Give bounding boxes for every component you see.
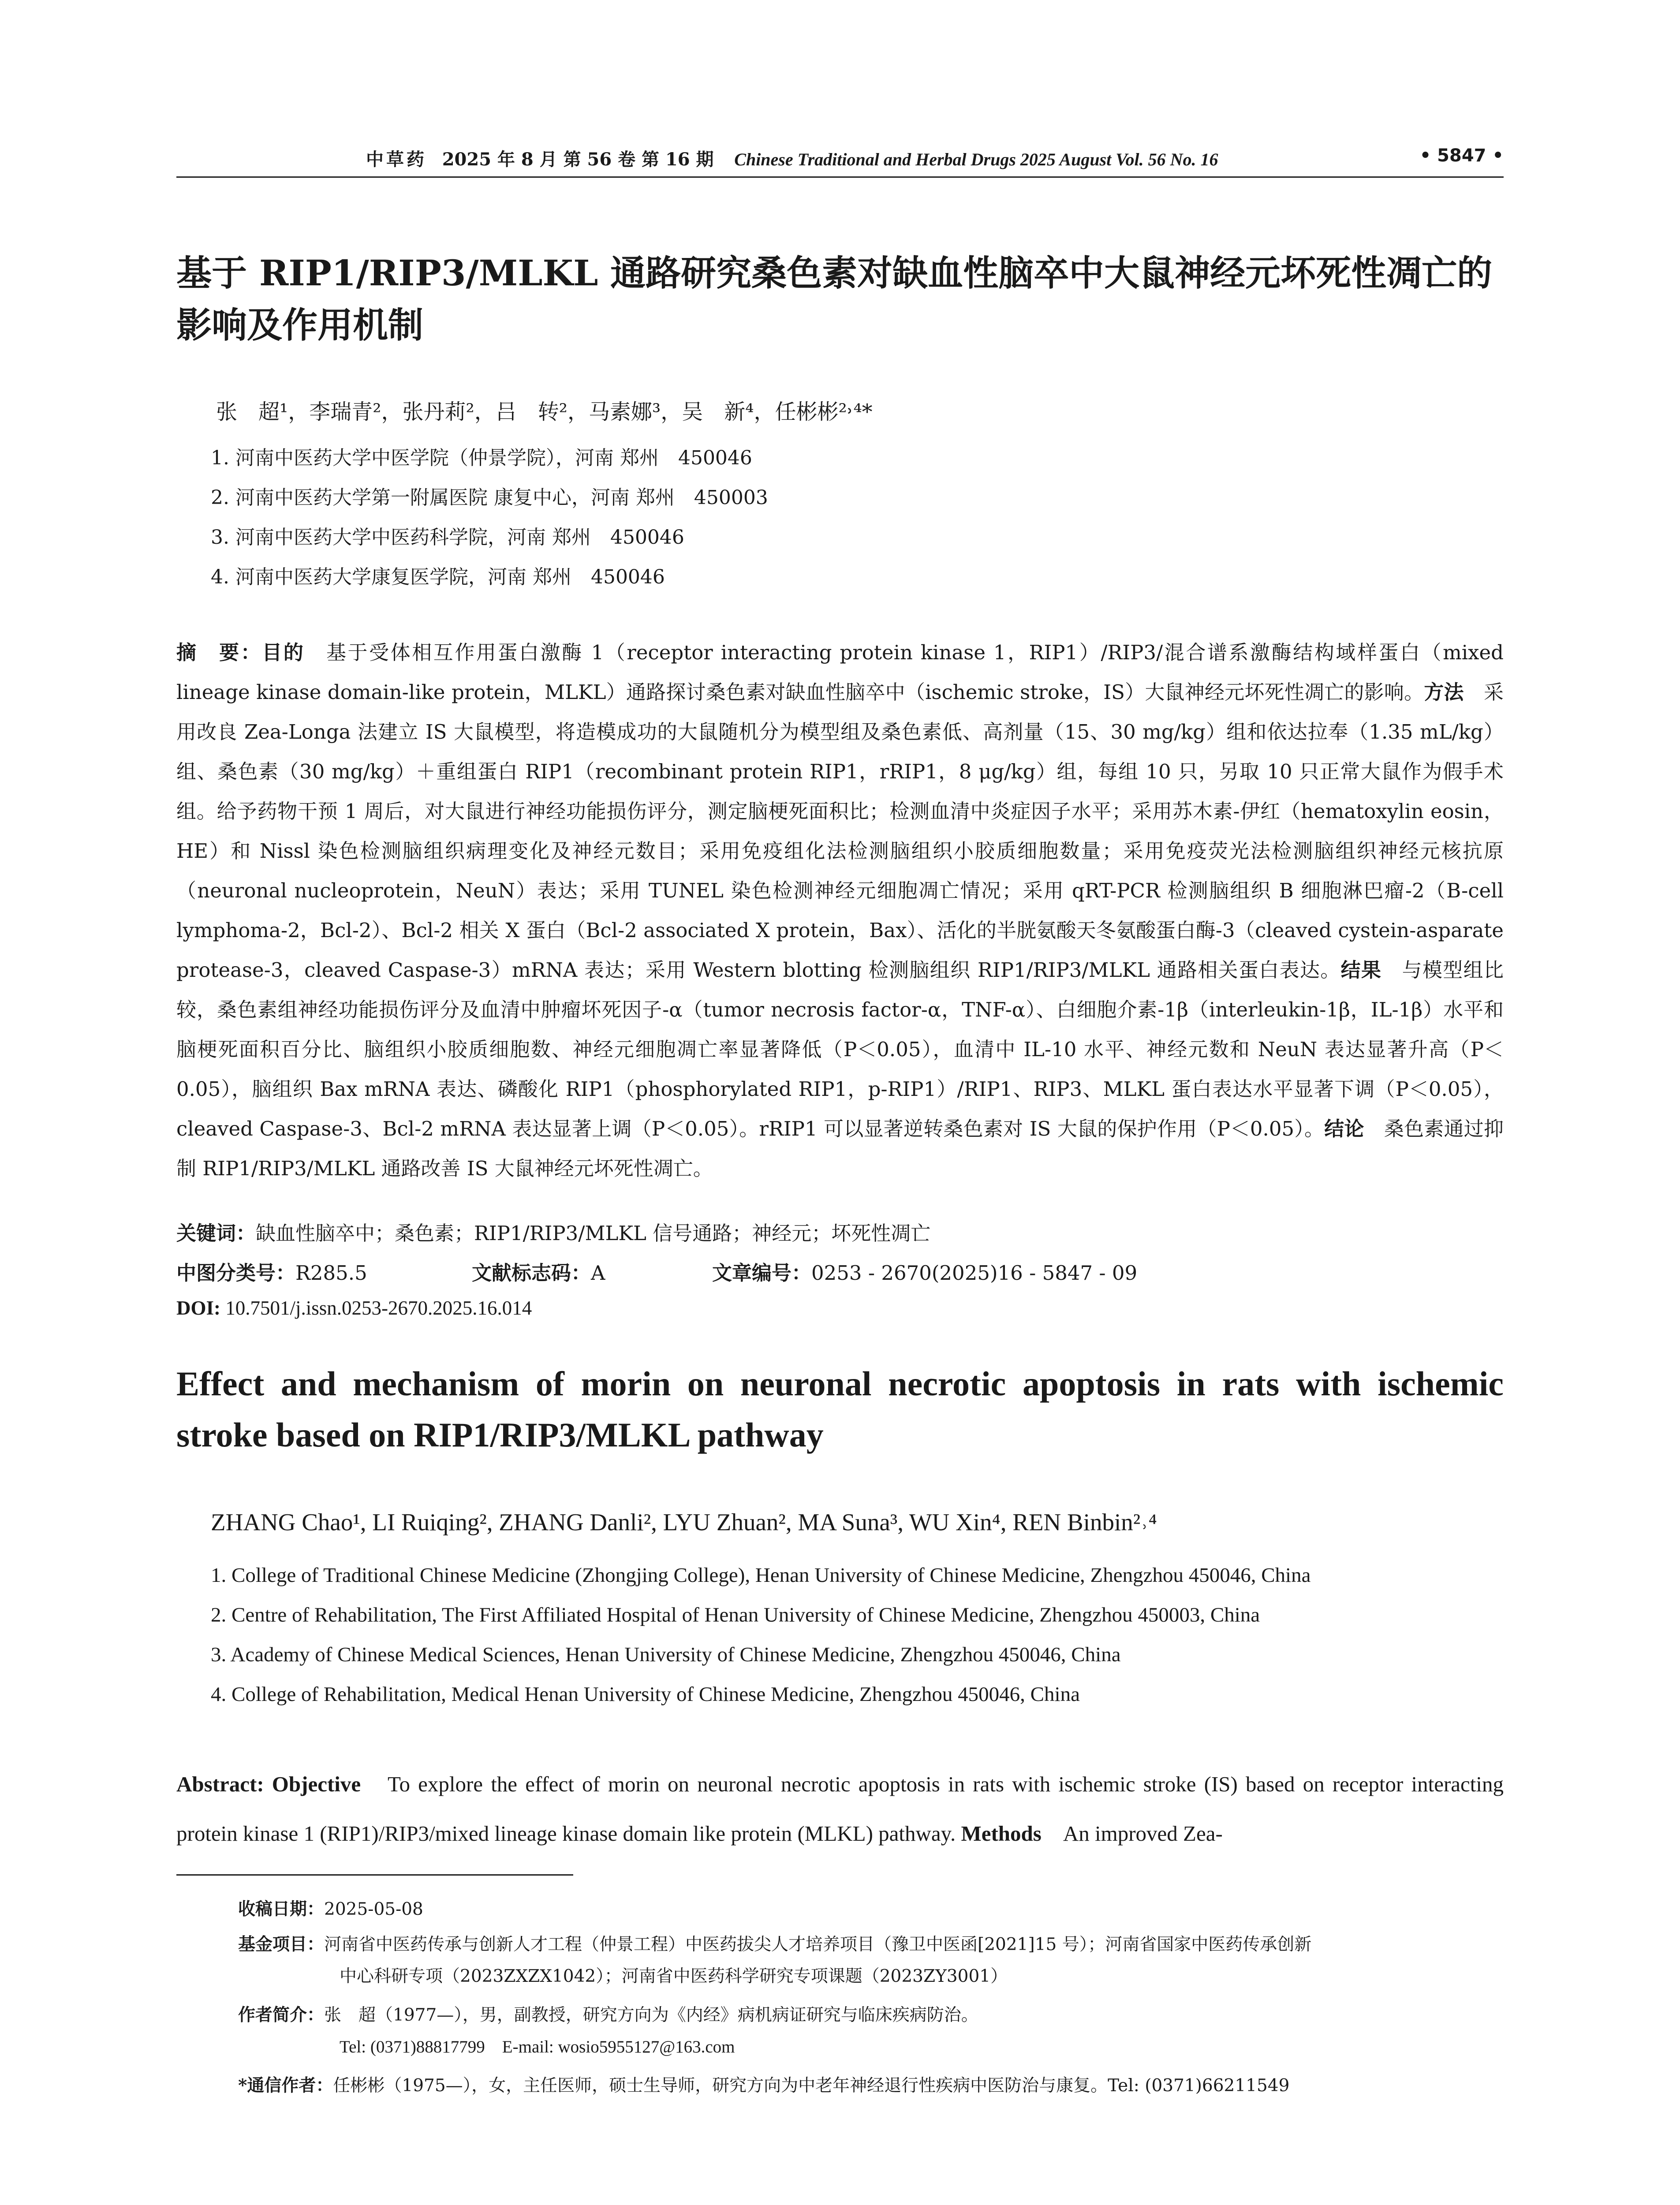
- clc-value: R285.5: [295, 1261, 367, 1285]
- fund-label: 基金项目：: [238, 1934, 325, 1955]
- methods-label: 方法: [1424, 680, 1464, 704]
- abstract-cn-head: 摘 要：: [176, 641, 262, 664]
- authors-cn: 张 超¹，李瑞青²，张丹莉²，吕 转²，马素娜³，吴 新⁴，任彬彬²˒⁴*: [216, 400, 873, 424]
- author-bio: [238, 1998, 978, 2033]
- issue-info-cn: 2025 年 8 月 第 56 卷 第 16 期: [442, 149, 714, 170]
- objective-text: 基于受体相互作用蛋白激酶 1（receptor interacting protein kinase 1，RIP1）/RIP3/混合谱系激酶结构域样蛋白（mixed lineage kinase domain-like protein，MLKL）通路探讨桑色素对缺血性脑卒中（ischemic stroke，IS）大鼠神经元坏死性凋亡的影响。: [176, 641, 1504, 704]
- affiliation-cn-4: 4. 河南中医药大学康复医学院，河南 郑州 450046: [211, 566, 665, 588]
- author-bio-text: 张 超（1977—），男，副教授，研究方向为《内经》病机病证研究与临床疾病防治。: [324, 2005, 978, 2025]
- affiliation-en-1: 1. College of Traditional Chinese Medicine (Zhongjing College), Henan University of Chinese Medicine, Zhengzhou 450046, China: [211, 1564, 1311, 1587]
- methods-text: 采用改良 Zea-Longa 法建立 IS 大鼠模型，将造模成功的大鼠随机分为模型组及桑色素低、高剂量（15、30 mg/kg）组和依达拉奉（1.35 mL/kg）组、桑色素（30 mg/kg）＋重组蛋白 RIP1（recombinant protein RIP1，rRIP1，8 μg/kg）组，每组 10 只，另取 10 只正常大鼠作为假手术组。给予药物干预 1 周后，对大鼠进行神经功能损伤评分，测定脑梗死面积比；检测血清中炎症因子水平；采用苏木素-伊红（hematoxylin eosin，HE）和 Nissl 染色检测脑组织病理变化及神经元数目；采用免疫组化法检测脑组织小胶质细胞数量；采用免疫荧光法检测脑组织神经元核抗原（neuronal nucleoprotein，NeuN）表达；采用 TUNEL 染色检测神经元细胞凋亡情况；采用 qRT-PCR 检测脑组织 B 细胞淋巴瘤-2（B-cell lymphoma-2，Bcl-2）、Bcl-2 相关 X 蛋白（Bcl-2 associated X protein，Bax）、活化的半胱氨酸天冬氨酸蛋白酶-3（cleaved cystein-asparate protease-3，cleaved Caspase-3）mRNA 表达；采用 Western blotting 检测脑组织 RIP1/RIP3/MLKL 通路相关蛋白表达。: [176, 680, 1504, 982]
- received-date: [238, 1892, 423, 1927]
- objective-label: 目的: [262, 641, 305, 664]
- clc-label: 中图分类号：: [176, 1261, 296, 1285]
- received-value: 2025-05-08: [324, 1899, 423, 1919]
- affiliation-en-4: 4. College of Rehabilitation, Medical Henan University of Chinese Medicine, Zhengzhou 450046, China: [211, 1683, 1080, 1706]
- doc-code-line: [472, 1257, 605, 1286]
- doi-value: 10.7501/j.issn.0253-2670.2025.16.014: [220, 1297, 532, 1319]
- authors-en: ZHANG Chao¹, LI Ruiqing², ZHANG Danli², LYU Zhuan², MA Suna³, WU Xin⁴, REN Binbin²˒⁴: [211, 1509, 1157, 1536]
- abstract-en-objective: To explore the effect of morin on neuronal necrotic apoptosis in rats with ischemic stroke (IS) based on receptor interacting protein kinase 1 (RIP1)/RIP3/mixed lineage kinase domain like protein (MLKL) pathway.: [176, 1772, 1504, 1846]
- abstract-en-methods-label: Methods: [961, 1821, 1042, 1846]
- affiliation-en-2: 2. Centre of Rehabilitation, The First Affiliated Hospital of Henan University of Chinese Medicine, Zhengzhou 450003, China: [211, 1603, 1260, 1626]
- affiliation-cn-1: 1. 河南中医药大学中医学院（仲景学院），河南 郑州 450046: [211, 447, 752, 469]
- article-no-label: 文章编号：: [712, 1261, 812, 1285]
- corresponding-author: [238, 2068, 1289, 2103]
- author-bio-label: 作者简介：: [238, 2005, 325, 2025]
- abstract-en-label: Abstract: Objective: [176, 1772, 361, 1796]
- journal-name-cn: 中草药: [366, 149, 427, 170]
- fund-line-2: 中心科研专项（2023ZXZX1042）；河南省中医药科学研究专项课题（2023ZY3001）: [340, 1966, 1008, 1986]
- fund-line-1: 河南省中医药传承与创新人才工程（仲景工程）中医药拔尖人才培养项目（豫卫中医函[2021]15 号）；河南省国家中医药传承创新: [324, 1935, 1312, 1955]
- conclusion-label: 结论: [1324, 1117, 1364, 1140]
- abstract-en-methods: An improved Zea-: [1041, 1821, 1223, 1846]
- doc-code-value: A: [591, 1261, 605, 1285]
- author-contact: Tel: (0371)88817799 E-mail: wosio5955127@163.com: [340, 2037, 735, 2056]
- doc-code-label: 文献标志码：: [472, 1261, 591, 1285]
- footnote-rule: [176, 1874, 573, 1876]
- page-number: • 5847 •: [1419, 146, 1504, 166]
- results-text: 与模型组比较，桑色素组神经功能损伤评分及血清中肿瘤坏死因子-α（tumor necrosis factor-α，TNF-α）、白细胞介素-1β（interleukin-1β，IL-1β）水平和脑梗死面积百分比、脑组织小胶质细胞数、神经元细胞凋亡率显著降低（P＜0.05），血清中 IL-10 水平、神经元数和 NeuN 表达显著升高（P＜0.05），脑组织 Bax mRNA 表达、磷酸化 RIP1（phosphorylated RIP1，p-RIP1）/RIP1、RIP3、MLKL 蛋白表达水平显著下调（P＜0.05），cleaved Caspase-3、Bcl-2 mRNA 表达显著上调（P＜0.05）。rRIP1 可以显著逆转桑色素对 IS 大鼠的保护作用（P＜0.05）。: [176, 958, 1504, 1140]
- received-label: 收稿日期：: [238, 1899, 325, 1919]
- keywords-line: [176, 1217, 930, 1246]
- corresponding-label: *通信作者：: [238, 2075, 333, 2096]
- corresponding-text: 任彬彬（1975—），女，主任医师，硕士生导师，研究方向为中老年神经退行性疾病中医防治与康复。Tel: (0371)66211549: [333, 2076, 1290, 2096]
- abstract-en: [176, 1760, 1504, 1858]
- classification-line: [176, 1257, 367, 1286]
- affiliation-en-3: 3. Academy of Chinese Medical Sciences, Henan University of Chinese Medicine, Zhengzhou 450046, China: [211, 1643, 1121, 1666]
- conclusion-text: 桑色素通过抑制 RIP1/RIP3/MLKL 通路改善 IS 大鼠神经元坏死性凋亡。: [176, 1117, 1504, 1180]
- results-label: 结果: [1340, 958, 1382, 982]
- article-no-value: 0253 - 2670(2025)16 - 5847 - 09: [811, 1261, 1138, 1285]
- running-header: [176, 146, 1504, 172]
- keywords-label: 关键词：: [176, 1222, 256, 1245]
- title-cn: 基于 RIP1/RIP3/MLKL 通路研究桑色素对缺血性脑卒中大鼠神经元坏死性凋亡的影响及作用机制: [176, 252, 1493, 346]
- affiliation-cn-2: 2. 河南中医药大学第一附属医院 康复中心，河南 郑州 450003: [211, 486, 768, 509]
- header-rule: [176, 176, 1504, 178]
- doi-label: DOI:: [176, 1297, 220, 1319]
- fund-info: [238, 1927, 1311, 1962]
- issue-info-en: Chinese Traditional and Herbal Drugs 2025 August Vol. 56 No. 16: [734, 149, 1218, 169]
- affiliation-cn-3: 3. 河南中医药大学中医药科学院，河南 郑州 450046: [211, 526, 684, 549]
- doi-line: [176, 1297, 532, 1319]
- title-en: Effect and mechanism of morin on neuronal necrotic apoptosis in rats with ischemic stroke based on RIP1/RIP3/MLKL pathway: [176, 1364, 1504, 1454]
- article-no-line: [712, 1257, 1137, 1286]
- abstract-cn: [176, 633, 1504, 1188]
- keywords-value: 缺血性脑卒中；桑色素；RIP1/RIP3/MLKL 信号通路；神经元；坏死性凋亡: [256, 1222, 931, 1245]
